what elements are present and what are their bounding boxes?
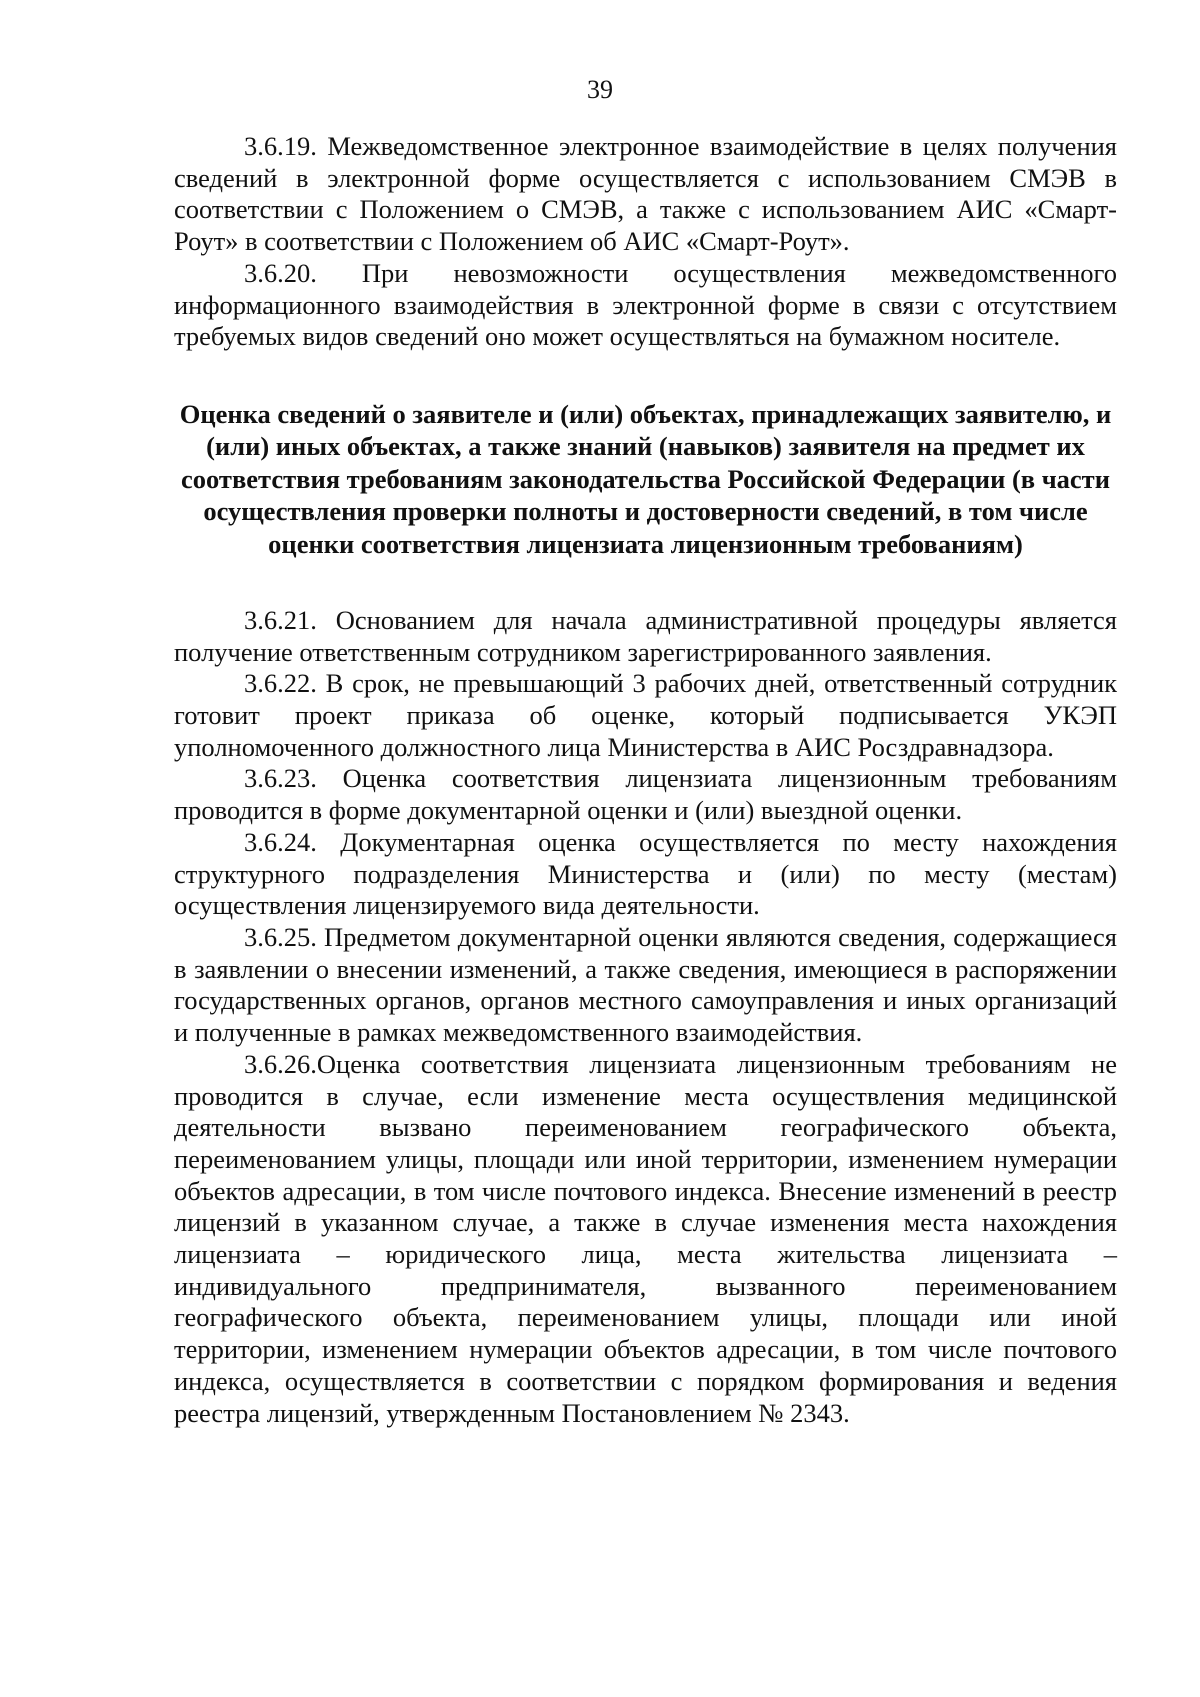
document-body bbox=[174, 131, 1117, 1429]
paragraph-3-6-24: 3.6.24. Документарная оценка осуществляется по месту нахождения структурного подразделения Министерства и (или) по месту (местам) осуществления лицензируемого вида деятельности. bbox=[174, 826, 1117, 921]
paragraph-3-6-26: 3.6.26.Оценка соответствия лицензиата лицензионным требованиям не проводится в случае, если изменение места осуществления медицинской деятельности вызвано переименованием географического объекта, переименованием улицы, площади или иной территории, изменением нумерации объектов адресации, в том числе почтового индекса. Внесение изменений в реестр лицензий в указанном случае, а также в случае изменения места нахождения лицензиата – юридического лица, места жительства лицензиата – индивидуального предпринимателя, вызванного переименованием географического объекта, переименованием улицы, площади или иной территории, изменением нумерации объектов адресации, в том числе почтового индекса, осуществляется в соответствии с порядком формирования и ведения реестра лицензий, утвержденным Постановлением № 2343. bbox=[174, 1048, 1117, 1428]
paragraph-3-6-25: 3.6.25. Предметом документарной оценки являются сведения, содержащиеся в заявлении о внесении изменений, а также сведения, имеющиеся в распоряжении государственных органов, органов местного самоуправления и иных организаций и полученные в рамках межведомственного взаимодействия. bbox=[174, 921, 1117, 1048]
paragraph-3-6-20: 3.6.20. При невозможности осуществления межведомственного информационного взаимодействия в электронной форме в связи с отсутствием требуемых видов сведений оно может осуществляться на бумажном носителе. bbox=[174, 257, 1117, 352]
page-number: 39 bbox=[587, 75, 613, 104]
section-heading: Оценка сведений о заявителе и (или) объектах, принадлежащих заявителю, и (или) иных объектах, а также знаний (навыков) заявителя на предмет их соответствия требованиям законодательства Российской Федерации (в части осуществления проверки полноты и достоверности сведений, в том числе оценки соответствия лицензиата лицензионным требованиям) bbox=[179, 398, 1112, 559]
paragraph-3-6-22: 3.6.22. В срок, не превышающий 3 рабочих дней, ответственный сотрудник готовит проект приказа об оценке, который подписывается УКЭП уполномоченного должностного лица Министерства в АИС Росздравнадзора. bbox=[174, 668, 1117, 762]
paragraph-3-6-23: 3.6.23. Оценка соответствия лицензиата лицензионным требованиям проводится в форме документарной оценки и (или) выездной оценки. bbox=[174, 763, 1117, 826]
paragraph-3-6-21: 3.6.21. Основанием для начала административной процедуры является получение ответственным сотрудником зарегистрированного заявления. bbox=[174, 604, 1117, 667]
paragraph-3-6-19: 3.6.19. Межведомственное электронное взаимодействие в целях получения сведений в электронной форме осуществляется с использованием СМЭВ в соответствии с Положением о СМЭВ, а также с использованием АИС «Смарт-Роут» в соответствии с Положением об АИС «Смарт-Роут». bbox=[174, 131, 1117, 257]
